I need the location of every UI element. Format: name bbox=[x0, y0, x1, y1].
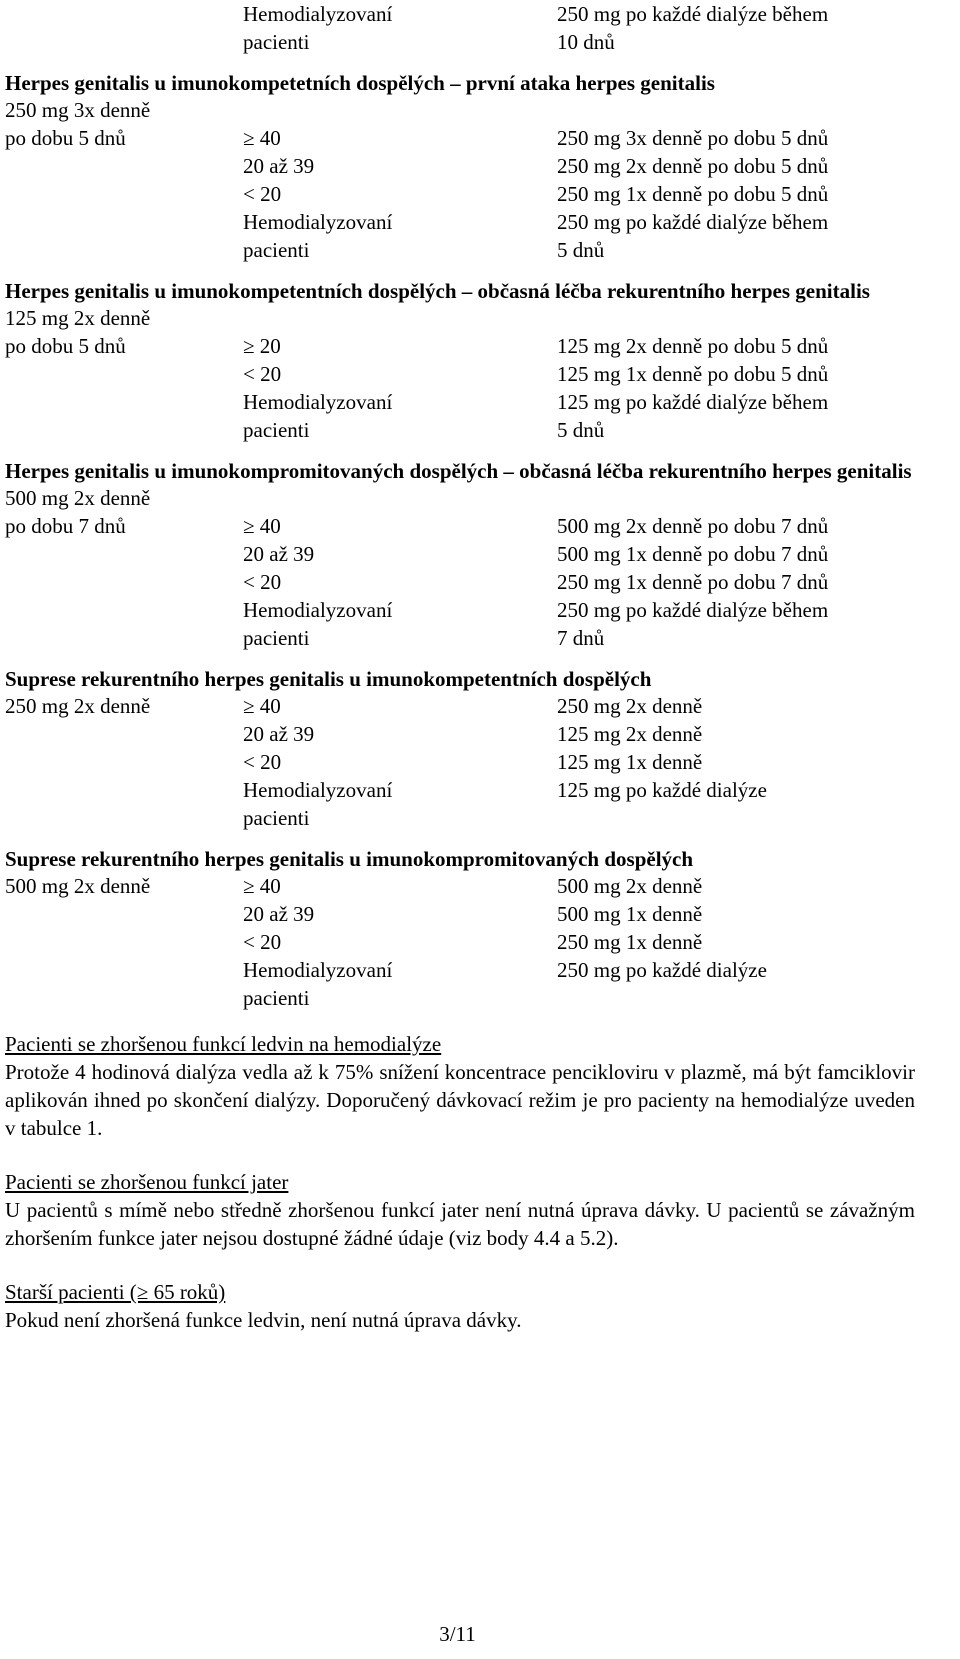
dose-row bbox=[5, 596, 915, 624]
elderly-title: Starší pacienti (≥ 65 roků) bbox=[5, 1280, 226, 1304]
document-page bbox=[5, 0, 915, 1334]
adjusted-dose: 125 mg 1x denně po dobu 5 dnů bbox=[557, 362, 829, 386]
section-heading: Herpes genitalis u imunokompromitovaných dospělých – občasná léčba rekurentního herpes genitalis bbox=[5, 459, 912, 483]
creatinine-clearance: ≥ 40 bbox=[243, 126, 281, 150]
section-heading: Suprese rekurentního herpes genitalis u imunokompetentních dospělých bbox=[5, 667, 652, 691]
hepatic-title: Pacienti se zhoršenou funkcí jater bbox=[5, 1170, 289, 1194]
dose-row bbox=[5, 388, 915, 416]
dose-row bbox=[5, 512, 915, 540]
dose-row bbox=[5, 208, 915, 236]
creatinine-clearance: Hemodialyzovaní bbox=[243, 390, 393, 414]
hemodialysis-text: Protože 4 hodinová dialýza vedla až k 75% snížení koncentrace pencikloviru v plazmě, má být famciklovir aplikován ihned po skončení dialýzy. Doporučený dávkovací režim je pro pacienty na hemodialýze uveden v tabulce 1. bbox=[5, 1060, 915, 1140]
adjusted-dose: 10 dnů bbox=[557, 30, 615, 54]
hemodialysis-title: Pacienti se zhoršenou funkcí ledvin na hemodialýze bbox=[5, 1032, 442, 1056]
dose-row bbox=[5, 568, 915, 596]
renal-group: pacienti bbox=[243, 30, 310, 54]
dose-row bbox=[5, 28, 915, 56]
adjusted-dose: 250 mg 1x denně po dobu 5 dnů bbox=[557, 182, 829, 206]
creatinine-clearance: 20 až 39 bbox=[243, 154, 315, 178]
dose-row bbox=[5, 180, 915, 208]
dosing-section-episodic-immunocompetent bbox=[5, 278, 915, 444]
adjusted-dose: 500 mg 2x denně bbox=[557, 874, 703, 898]
adjusted-dose: 125 mg 2x denně bbox=[557, 722, 703, 746]
adjusted-dose: 500 mg 1x denně bbox=[557, 902, 703, 926]
creatinine-clearance: ≥ 40 bbox=[243, 694, 281, 718]
adjusted-dose: 250 mg 1x denně po dobu 7 dnů bbox=[557, 570, 829, 594]
adjusted-dose: 125 mg po každé dialýze během bbox=[557, 390, 829, 414]
page-number: 3/11 bbox=[439, 1622, 476, 1646]
dose-row bbox=[5, 720, 915, 748]
creatinine-clearance: ≥ 40 bbox=[243, 874, 281, 898]
adjusted-dose: 125 mg po každé dialýze bbox=[557, 778, 767, 802]
dose-row bbox=[5, 956, 915, 984]
adjusted-dose: 250 mg po každé dialýze během bbox=[557, 598, 829, 622]
section-heading: Suprese rekurentního herpes genitalis u imunokompromitovaných dospělých bbox=[5, 847, 694, 871]
standard-dose: 500 mg 2x denně bbox=[5, 874, 151, 898]
dose-row bbox=[5, 540, 915, 568]
dose-row bbox=[5, 984, 915, 1012]
adjusted-dose: 250 mg 1x denně bbox=[557, 930, 703, 954]
hepatic-section bbox=[5, 1168, 915, 1252]
dose-row bbox=[5, 236, 915, 264]
dosing-section-suppression-immunocompromised bbox=[5, 846, 915, 1012]
dose-row bbox=[5, 804, 915, 832]
dose-row bbox=[5, 96, 915, 124]
dosing-section-suppression-immunocompetent bbox=[5, 666, 915, 832]
dose-row bbox=[5, 124, 915, 152]
standard-dose: po dobu 5 dnů bbox=[5, 334, 126, 358]
creatinine-clearance: < 20 bbox=[243, 182, 282, 206]
creatinine-clearance: 20 až 39 bbox=[243, 542, 315, 566]
adjusted-dose: 5 dnů bbox=[557, 238, 605, 262]
hemodialysis-section bbox=[5, 1030, 915, 1142]
creatinine-clearance: ≥ 20 bbox=[243, 334, 281, 358]
dose-row bbox=[5, 416, 915, 444]
dose-row bbox=[5, 360, 915, 388]
adjusted-dose: 125 mg 1x denně bbox=[557, 750, 703, 774]
creatinine-clearance: ≥ 40 bbox=[243, 514, 281, 538]
dose-row bbox=[5, 332, 915, 360]
creatinine-clearance: pacienti bbox=[243, 626, 310, 650]
dose-row bbox=[5, 928, 915, 956]
adjusted-dose: 250 mg 2x denně bbox=[557, 694, 703, 718]
adjusted-dose: 125 mg 2x denně po dobu 5 dnů bbox=[557, 334, 829, 358]
creatinine-clearance: < 20 bbox=[243, 570, 282, 594]
dose-row bbox=[5, 484, 915, 512]
dose-row bbox=[5, 624, 915, 652]
standard-dose: 500 mg 2x denně bbox=[5, 486, 151, 510]
creatinine-clearance: Hemodialyzovaní bbox=[243, 598, 393, 622]
renal-group: Hemodialyzovaní bbox=[243, 2, 393, 26]
adjusted-dose: 250 mg 2x denně po dobu 5 dnů bbox=[557, 154, 829, 178]
standard-dose: 250 mg 2x denně bbox=[5, 694, 151, 718]
adjusted-dose: 5 dnů bbox=[557, 418, 605, 442]
creatinine-clearance: Hemodialyzovaní bbox=[243, 958, 393, 982]
dose-row bbox=[5, 748, 915, 776]
standard-dose: po dobu 5 dnů bbox=[5, 126, 126, 150]
creatinine-clearance: Hemodialyzovaní bbox=[243, 210, 393, 234]
dose-row bbox=[5, 872, 915, 900]
standard-dose: po dobu 7 dnů bbox=[5, 514, 126, 538]
creatinine-clearance: Hemodialyzovaní bbox=[243, 778, 393, 802]
section-heading: Herpes genitalis u imunokompetetních dospělých – první ataka herpes genitalis bbox=[5, 71, 715, 95]
creatinine-clearance: pacienti bbox=[243, 418, 310, 442]
creatinine-clearance: pacienti bbox=[243, 986, 310, 1010]
creatinine-clearance: < 20 bbox=[243, 750, 282, 774]
adjusted-dose: 500 mg 1x denně po dobu 7 dnů bbox=[557, 542, 829, 566]
continuation-block bbox=[5, 0, 915, 56]
elderly-text: Pokud není zhoršená funkce ledvin, není nutná úprava dávky. bbox=[5, 1308, 522, 1332]
adjusted-dose: 250 mg po každé dialýze během bbox=[557, 210, 829, 234]
creatinine-clearance: < 20 bbox=[243, 930, 282, 954]
adjusted-dose: 250 mg 3x denně po dobu 5 dnů bbox=[557, 126, 829, 150]
adjusted-dose: 500 mg 2x denně po dobu 7 dnů bbox=[557, 514, 829, 538]
dose-row bbox=[5, 776, 915, 804]
hepatic-text: U pacientů s mímě nebo středně zhoršenou funkcí jater není nutná úprava dávky. U pacientů se závažným zhoršením funkce jater nejsou dostupné žádné údaje (viz body 4.4 a 5.2). bbox=[5, 1198, 915, 1250]
dose-row bbox=[5, 152, 915, 180]
dose-row bbox=[5, 304, 915, 332]
creatinine-clearance: pacienti bbox=[243, 238, 310, 262]
elderly-section bbox=[5, 1278, 915, 1334]
creatinine-clearance: 20 až 39 bbox=[243, 902, 315, 926]
creatinine-clearance: 20 až 39 bbox=[243, 722, 315, 746]
dosing-section-first-episode bbox=[5, 70, 915, 264]
creatinine-clearance: < 20 bbox=[243, 362, 282, 386]
section-heading: Herpes genitalis u imunokompetentních dospělých – občasná léčba rekurentního herpes genitalis bbox=[5, 279, 870, 303]
adjusted-dose: 250 mg po každé dialýze během bbox=[557, 2, 829, 26]
dose-row bbox=[5, 0, 915, 28]
standard-dose: 125 mg 2x denně bbox=[5, 306, 151, 330]
adjusted-dose: 250 mg po každé dialýze bbox=[557, 958, 767, 982]
adjusted-dose: 7 dnů bbox=[557, 626, 605, 650]
dosing-section-episodic-immunocompromised bbox=[5, 458, 915, 652]
dose-row bbox=[5, 900, 915, 928]
dose-row bbox=[5, 692, 915, 720]
standard-dose: 250 mg 3x denně bbox=[5, 98, 151, 122]
creatinine-clearance: pacienti bbox=[243, 806, 310, 830]
